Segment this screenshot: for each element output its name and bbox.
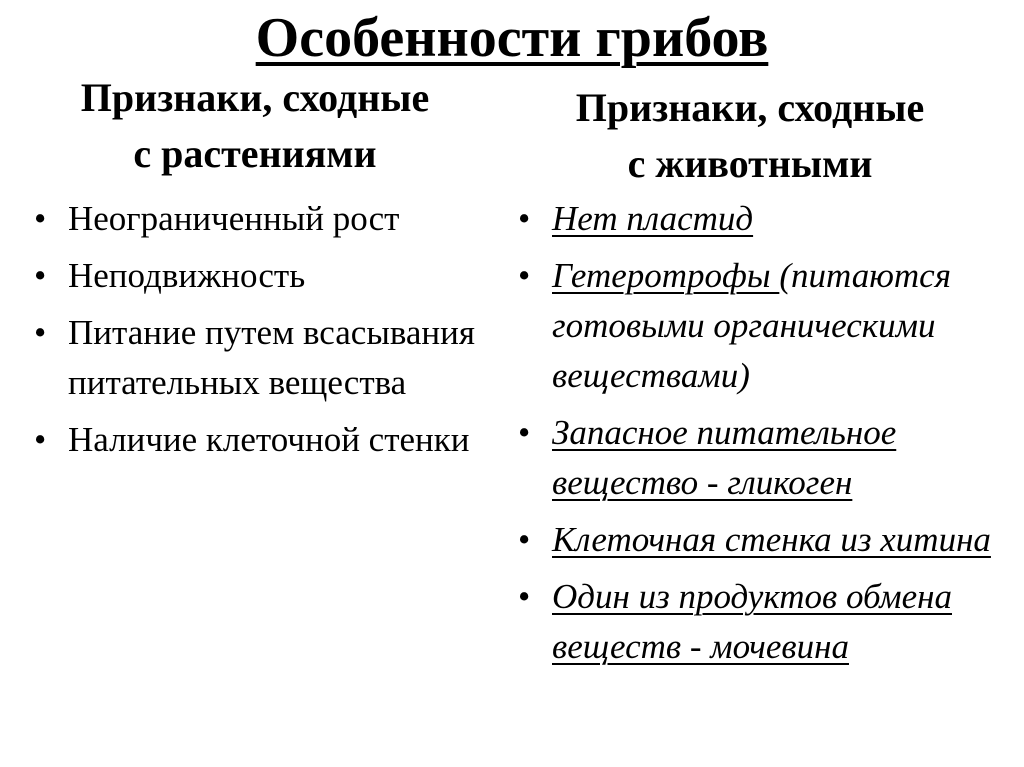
slide-title <box>0 6 1024 70</box>
animals-item-note: (питаются готовыми органическими веществами) <box>552 256 951 395</box>
list-item <box>514 251 1019 401</box>
animals-heading-line1: Признаки, сходные <box>575 85 925 130</box>
animals-item-text: Гетеротрофы <box>552 256 780 295</box>
list-item <box>30 308 490 408</box>
bullet-icon: • <box>34 256 47 295</box>
animals-item-text: Клеточная стенка из хитина <box>552 520 991 559</box>
bullet-icon: • <box>34 313 47 352</box>
plants-column-heading <box>30 70 480 182</box>
list-item <box>30 251 490 301</box>
list-item <box>30 415 490 465</box>
list-item <box>514 194 1019 244</box>
plants-item-text: Наличие клеточной стенки <box>68 420 470 459</box>
animals-column-heading <box>520 80 980 192</box>
bullet-icon: • <box>518 577 531 616</box>
bullet-icon: • <box>518 199 531 238</box>
animals-item-text: Один из продуктов обмена веществ - мочевина <box>552 577 952 666</box>
plants-heading-line2: с растениями <box>133 131 377 176</box>
plants-item-text: Неподвижность <box>68 256 306 295</box>
list-item <box>514 408 1019 508</box>
plants-item-text: Питание путем всасывания питательных вещества <box>68 313 475 402</box>
slide-title-text: Особенности грибов <box>255 7 769 69</box>
list-item <box>514 515 1019 565</box>
bullet-icon: • <box>34 420 47 459</box>
list-item <box>514 572 1019 672</box>
animals-feature-list <box>514 194 1019 679</box>
bullet-icon: • <box>518 413 531 452</box>
bullet-icon: • <box>34 199 47 238</box>
animals-item-text: Запасное питательное вещество - гликоген <box>552 413 897 502</box>
plants-heading-line1: Признаки, сходные <box>80 75 430 120</box>
list-item <box>30 194 490 244</box>
plants-feature-list <box>30 194 490 472</box>
bullet-icon: • <box>518 520 531 559</box>
animals-heading-line2: с животными <box>627 141 873 186</box>
bullet-icon: • <box>518 256 531 295</box>
animals-item-text: Нет пластид <box>552 199 754 238</box>
plants-item-text: Неограниченный рост <box>68 199 400 238</box>
